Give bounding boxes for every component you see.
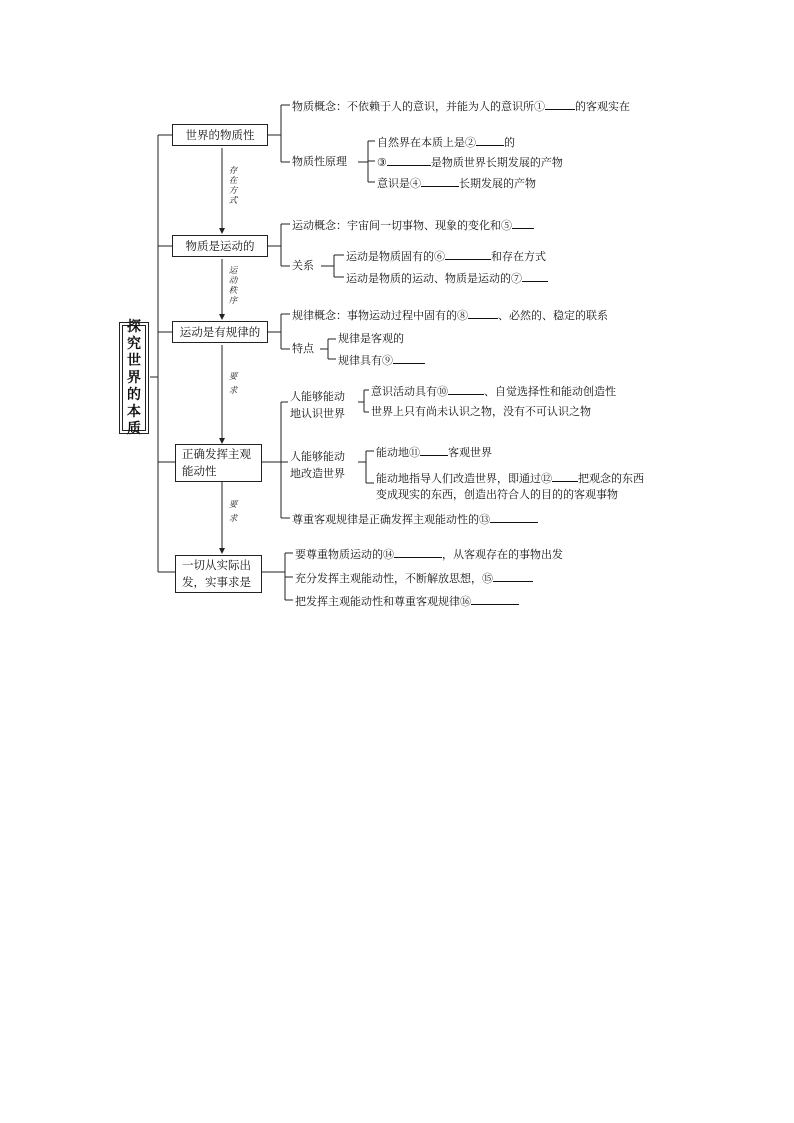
root-char: 世 (127, 352, 141, 369)
facts-item-1 (295, 546, 563, 562)
box-label-line1: 正确发挥主观 (182, 447, 251, 461)
connector-char: 求 (228, 514, 238, 524)
text-pre: 尊重客观规律是正确发挥主观能动性的⑬ (292, 513, 490, 526)
text-post: 是物质世界长期发展的产物 (430, 156, 563, 169)
matter-concept (292, 98, 630, 114)
text-pre: ③ (377, 156, 387, 169)
text-pre: 规律概念：事物运动过程中固有的⑧ (292, 309, 468, 322)
connector-label-motion-order (228, 266, 238, 306)
text-post: 客观世界 (448, 446, 492, 459)
root-char: 的 (127, 386, 141, 403)
text-pre: 能动地⑪ (376, 446, 420, 459)
box-label: 物质是运动的 (185, 239, 255, 253)
box-matter-in-motion (172, 235, 268, 257)
respect-law-item (292, 511, 538, 527)
text-pre: 充分发挥主观能动性，不断解放思想，⑮ (295, 572, 493, 585)
text-pre: 运动概念：宇宙间一切事物、现象的变化和⑤ (292, 219, 512, 232)
text-pre: 要尊重物质运动的⑭ (295, 548, 394, 561)
principle-item-1 (377, 134, 515, 150)
text-pre: 意识活动具有⑩ (371, 385, 448, 398)
root-char: 究 (127, 335, 141, 352)
box-material-world (172, 124, 268, 146)
box-label-line2: 能动性 (182, 464, 217, 478)
text-pre: 运动是物质固有的⑥ (346, 250, 445, 263)
connector-char: 存 (228, 166, 238, 176)
text-post: ，从客观存在的事物出发 (442, 548, 563, 561)
relation-item-1 (346, 248, 546, 264)
fill-blank-9[interactable] (393, 352, 425, 364)
text-pre: 规律具有⑨ (338, 354, 393, 367)
text-post: 、必然的、稳定的联系 (498, 309, 608, 322)
fill-blank-7[interactable] (522, 270, 548, 282)
fill-blank-12[interactable] (552, 470, 578, 482)
cognize-world-label (290, 388, 345, 422)
root-char: 界 (127, 369, 141, 386)
box-label-line2: 发，实事求是 (182, 575, 251, 589)
text-post: 的 (504, 136, 515, 149)
fill-blank-8[interactable] (468, 307, 498, 319)
text-pre: 能动地指导人们改造世界，即通过⑫ (376, 472, 552, 485)
motion-concept (292, 217, 534, 233)
root-char: 探 (127, 318, 141, 335)
facts-item-2 (295, 570, 533, 586)
text-post: 、自觉选择性和能动创造性 (484, 385, 616, 398)
text-post: 长期发展的产物 (459, 177, 536, 190)
fill-blank-13[interactable] (490, 511, 538, 523)
label-line1: 人能够能动 (290, 450, 345, 463)
fill-blank-11[interactable] (420, 444, 448, 456)
relation-item-2 (346, 270, 548, 286)
box-subjective-initiative (175, 444, 262, 482)
connector-char: 动 (228, 276, 238, 286)
text-pre: 意识是④ (377, 177, 421, 190)
fill-blank-2[interactable] (476, 134, 504, 146)
label-line2: 地改造世界 (290, 467, 345, 480)
label-line2: 地认识世界 (290, 407, 345, 420)
connector-label-requirement (228, 372, 238, 396)
fill-blank-1[interactable] (545, 98, 575, 110)
principle-item-3 (377, 175, 536, 191)
connector-label-existence-mode (228, 166, 238, 206)
label-line1: 人能够能动 (290, 390, 345, 403)
feature-label: 特点 (292, 342, 314, 355)
text-post: 把观念的东西 (578, 472, 644, 485)
text-line2: 变成现实的东西，创造出符合人的目的的客观事物 (376, 488, 618, 501)
feature-item-2 (338, 352, 425, 368)
connector-char: 要 (228, 372, 238, 382)
connector-char: 运 (228, 266, 238, 276)
fill-blank-10[interactable] (448, 383, 484, 395)
connector-char: 秩 (228, 286, 238, 296)
connector-char: 式 (228, 196, 238, 206)
connector-char: 要 (228, 500, 238, 510)
box-seek-truth-from-facts (175, 555, 262, 593)
fill-blank-14[interactable] (394, 546, 442, 558)
cognize-item-2: 世界上只有尚未认识之物，没有不可认识之物 (371, 405, 591, 418)
box-label: 世界的物质性 (185, 128, 255, 142)
facts-item-3 (295, 593, 519, 609)
connector-char: 求 (228, 386, 238, 396)
root-char: 本 (127, 403, 141, 420)
text-pre: 物质概念：不依赖于人的意识，并能为人的意识所① (292, 100, 545, 113)
transform-item-1 (376, 444, 492, 460)
box-label: 运动是有规律的 (179, 325, 261, 339)
cognize-item-1 (371, 383, 616, 399)
relation-label: 关系 (292, 259, 314, 272)
law-concept (292, 307, 608, 323)
feature-item-1: 规律是客观的 (338, 332, 404, 345)
text-pre: 自然界在本质上是② (377, 136, 476, 149)
fill-blank-16[interactable] (471, 593, 519, 605)
fill-blank-6[interactable] (445, 248, 491, 260)
matter-principle: 物质性原理 (292, 155, 347, 168)
text-pre: 把发挥主观能动性和尊重客观规律⑯ (295, 595, 471, 608)
transform-world-label (290, 448, 345, 482)
fill-blank-3[interactable] (387, 154, 431, 166)
box-motion-has-laws (172, 321, 268, 343)
transform-item-2 (376, 470, 644, 503)
box-label-line1: 一切从实际出 (182, 558, 251, 572)
connector-char: 方 (228, 186, 238, 196)
connector-label-requirement (228, 500, 238, 524)
connector-char: 序 (228, 296, 238, 306)
fill-blank-5[interactable] (512, 217, 534, 229)
text-post: 和存在方式 (491, 250, 546, 263)
connector-char: 在 (228, 176, 238, 186)
root-char: 质 (127, 420, 141, 437)
fill-blank-4[interactable] (421, 175, 459, 187)
fill-blank-15[interactable] (493, 570, 533, 582)
root-node-explore-world-essence (122, 318, 146, 437)
text-pre: 运动是物质的运动、物质是运动的⑦ (346, 272, 522, 285)
principle-item-2 (377, 154, 563, 170)
text-post: 的客观实在 (575, 100, 630, 113)
